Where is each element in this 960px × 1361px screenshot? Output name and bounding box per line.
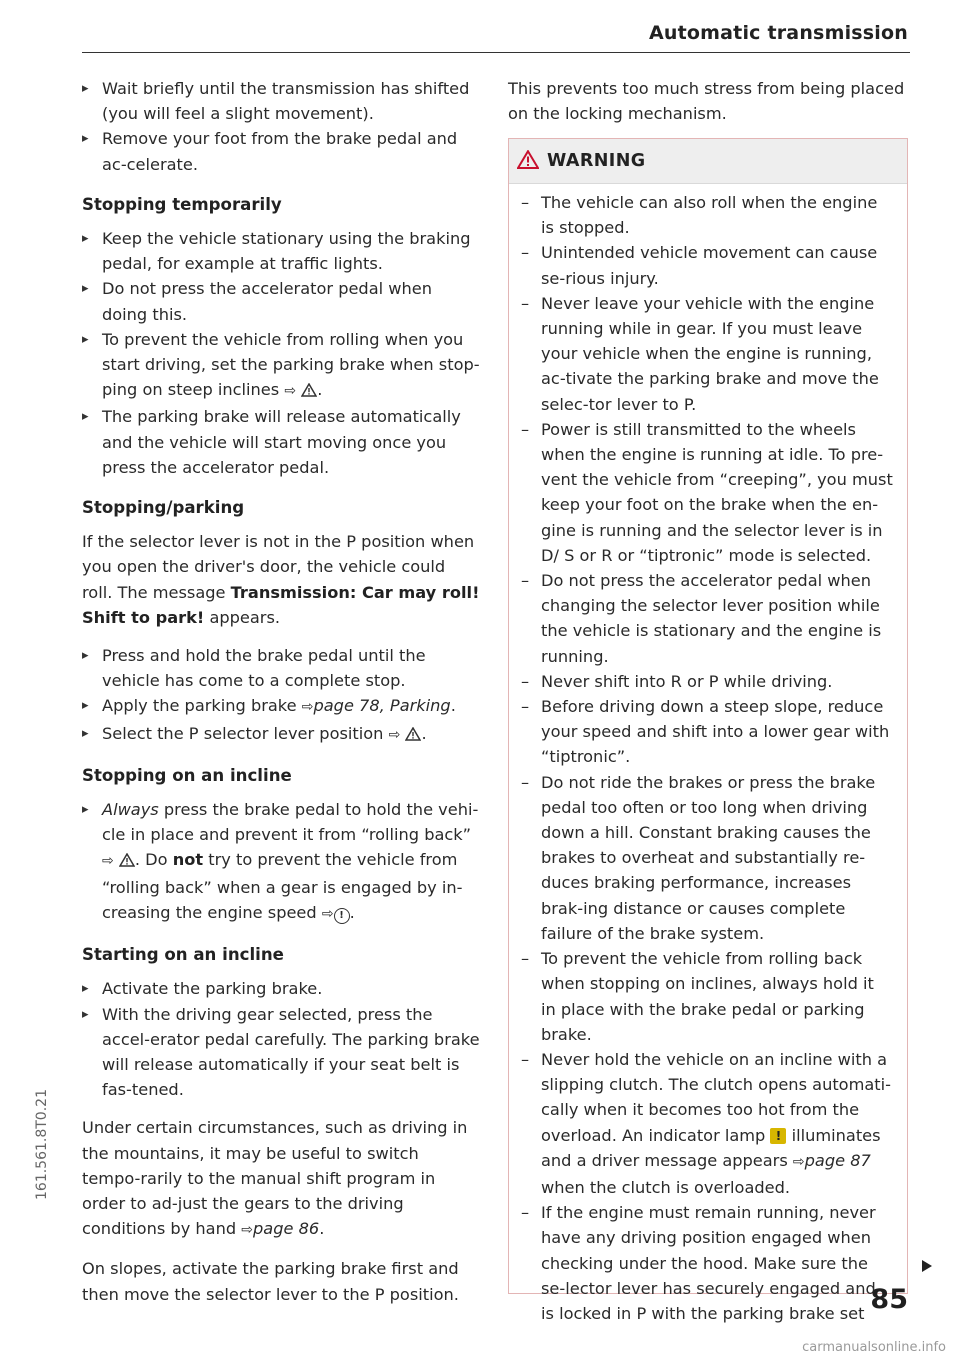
warning-text: when the clutch is overloaded. [541,1177,791,1197]
bullet-text: To prevent the vehicle from rolling when you start driving, set the parking brake when stop-ping on steep inclines [102,329,480,400]
list-item: ▸ Press and hold the brake pedal until the vehicle has come to a complete stop. [82,643,480,693]
warning-triangle-icon[interactable] [301,379,317,404]
arrow-right-icon: ⇨ [241,1222,254,1239]
page-reference-link[interactable]: page 78, Parking [313,696,451,716]
left-column [82,76,480,1307]
paragraph: Under certain circumstances, such as driving in the mountains, it may be useful to switch tempo-rarily to the manual shift program in order to ad-just the gears to the driving conditions by hand ⇨page 86. [82,1118,468,1239]
list-item: ▸ Do not press the accelerator pedal when doing this. [82,276,480,326]
warning-list [509,184,907,1326]
warning-item: – The vehicle can also roll when the engine is stopped. [521,190,893,240]
warning-label: WARNING [547,151,646,171]
header-divider [82,52,910,53]
running-header: Automatic transmission [649,22,908,44]
warning-triangle-icon[interactable] [405,723,421,748]
bullet-text: press the brake pedal to hold the vehi-cle in place and prevent it from “rolling back” [102,800,479,845]
section-heading-starting-incline: Starting on an incline [82,945,284,965]
warning-item: – Do not press the accelerator pedal when changing the selector lever position while the vehicle is stationary and the engine is running. [521,568,893,669]
page-reference-link[interactable]: page 87 [804,1150,871,1170]
warning-item: – Do not ride the brakes or press the brake pedal too often or too long when driving down a hill. Constant braking causes the brakes to overheat and substantially re-duces braking performance, increases brak-ing distance or causes complete failure of the brake system. [521,770,893,946]
bullet-text: Select the P selector lever position [102,723,384,743]
warning-item: – Never shift into R or P while driving. [521,669,893,694]
warning-header [509,139,907,184]
emphasis-text: Always [102,800,159,820]
caution-circle-icon[interactable]: ! [334,908,350,924]
document-code: 161.561.8T0.21 [34,1089,50,1200]
warning-item: – Power is still transmitted to the wheels when the engine is running at idle. To pre-vent the vehicle from “creeping”, you must keep your foot on the brake when the en-gine is running and the selector lever is in D/ S or R or “tiptronic” mode is selected. [521,417,893,568]
section-heading-stopping-parking: Stopping/parking [82,498,245,518]
paragraph: This prevents too much stress from being placed on the locking mechanism. [508,79,905,124]
list-item: ▸ Keep the vehicle stationary using the braking pedal, for example at traffic lights. [82,226,480,276]
paragraph-text: Under certain circumstances, such as driving in the mountains, it may be useful to switch tempo-rarily to the manual shift program in order to ad-just the gears to the driving conditions by hand [82,1118,468,1239]
warning-item [521,1047,893,1200]
paragraph-text: If the selector lever is not in the P position when you open the driver's door, the vehicle could roll. The message [82,532,475,602]
paragraph [82,529,480,630]
bullet-text: . Do [134,850,168,870]
list-item: ▸ Select the P selector lever position ⇨ . [82,721,480,748]
arrow-right-icon: ⇨ [284,383,297,400]
arrow-right-icon: ⇨ [321,905,334,922]
warning-triangle-icon[interactable] [119,849,135,874]
warning-text: illuminates and a driver message appears [541,1125,881,1170]
warning-text: Never hold the vehicle on an incline with a slipping clutch. The clutch opens automati-cally when it becomes too hot from the overload. An indicator lamp [541,1049,891,1145]
bullet-text: Apply the parking brake [102,696,297,716]
list-item: ▸ Apply the parking brake ⇨page 78, Parking. [82,693,480,720]
list-item: ▸ To prevent the vehicle from rolling when you start driving, set the parking brake when stop-ping on steep inclines ⇨ . [82,327,480,405]
arrow-right-icon: ⇨ [388,726,401,743]
section-heading-stopping-incline: Stopping on an incline [82,765,292,785]
list-item: ▸ The parking brake will release automatically and the vehicle will start moving once you press the accelerator pedal. [82,404,480,480]
paragraph-text-end: appears. [209,607,281,627]
list-item: ▸ Always press the brake pedal to hold the vehi-cle in place and prevent it from “rolling back” ⇨ . Do not try to prevent the vehicle from “rolling back” when a gear is engaged by in-creasing the engine speed ⇨ ! . [82,797,480,927]
list-item: ▸ Remove your foot from the brake pedal and ac-celerate. [82,126,480,176]
watermark[interactable]: carmanualsonline.info [802,1340,946,1355]
list-item: ▸ Wait briefly until the transmission has shifted (you will feel a slight movement). [82,76,480,126]
warning-item: – Never leave your vehicle with the engine running while in gear. If you must leave your vehicle when the engine is running, ac-tivate the parking brake and move the selec-tor lever to P. [521,291,893,417]
list-item: ▸ Activate the parking brake. [82,976,480,1001]
warning-item: – If the engine must remain running, never have any driving position engaged when checking under the hood. Make sure the se-lector lever has securely engaged and is locked in P with the parking brake set [521,1200,893,1326]
arrow-right-icon: ⇨ [792,1153,805,1170]
warning-triangle-icon [517,150,539,173]
arrow-right-icon: ⇨ [102,853,114,870]
list-item: ▸ With the driving gear selected, press the accel-erator pedal carefully. The parking brake will release automatically if your seat belt is fas-tened. [82,1002,480,1103]
page-reference-link[interactable]: page 86 [253,1219,320,1239]
bullet-text: try to prevent the vehicle from “rolling back” when a gear is engaged by in-creasing the engine speed [102,850,463,922]
page-number: 85 [870,1284,908,1315]
right-column [508,76,908,126]
paragraph: On slopes, activate the parking brake first and then move the selector lever to the P position. [82,1259,459,1304]
continue-arrow-icon [922,1260,932,1272]
warning-item: – Before driving down a steep slope, reduce your speed and shift into a lower gear with “tiptronic”. [521,694,893,770]
warning-item: – To prevent the vehicle from rolling back when stopping on inclines, always hold it in place with the brake pedal or parking brake. [521,946,893,1047]
arrow-right-icon: ⇨ [301,699,314,716]
warning-item: – Unintended vehicle movement can cause se-rious injury. [521,240,893,290]
bold-text: not [172,850,204,870]
message-text: Transmission: Car may roll! Shift to park! [82,582,480,627]
section-heading-stopping-temporarily: Stopping temporarily [82,194,282,214]
transmission-indicator-icon [770,1128,786,1144]
